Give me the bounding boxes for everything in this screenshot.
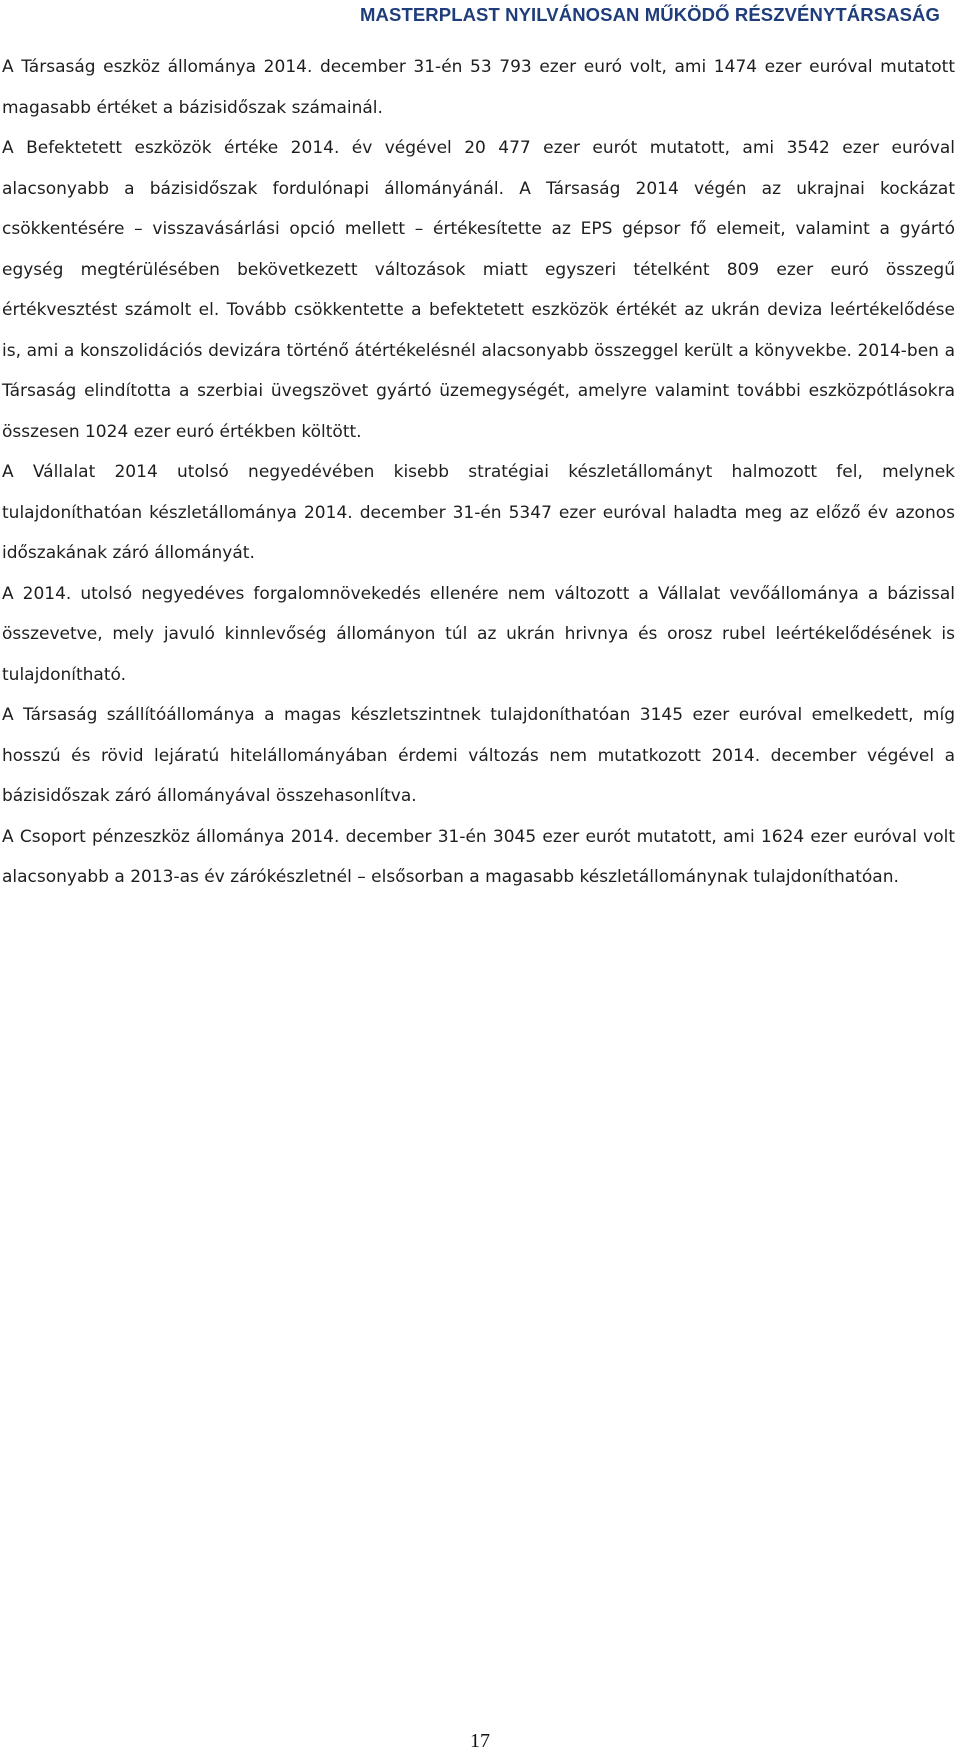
- page-header-company-name: MASTERPLAST NYILVÁNOSAN MŰKÖDŐ RÉSZVÉNYTÁRSASÁG: [360, 4, 940, 25]
- paragraph-total-assets: A Társaság eszköz állománya 2014. december 31-én 53 793 ezer euró volt, ami 1474 ezer euróval mutatott magasabb értéket a bázisidőszak számainál.: [2, 57, 955, 118]
- paragraph-receivables: A 2014. utolsó negyedéves forgalomnövekedés ellenére nem változott a Vállalat vevőállománya a bázissal összevetve, mely javuló kinnlevőség állományon túl az ukrán hrivnya és orosz rubel leértékelődésének is tulajdonítható.: [2, 583, 955, 685]
- paragraph-cash: A Csoport pénzeszköz állománya 2014. december 31-én 3045 ezer eurót mutatott, ami 1624 ezer euróval volt alacsonyabb a 2013-as év zárókészletnél – elsősorban a magasabb készletállománynak tulajdoníthatóan.: [2, 826, 955, 887]
- paragraph-inventory: A Vállalat 2014 utolsó negyedévében kisebb stratégiai készletállományt halmozott fel, melynek tulajdoníthatóan készletállománya 2014. december 31-én 5347 ezer euróval haladta meg az előző év azonos időszakának záró állományát.: [2, 462, 955, 563]
- paragraph-fixed-assets: A Befektetett eszközök értéke 2014. év végével 20 477 ezer eurót mutatott, ami 3542 ezer euróval alacsonyabb a bázisidőszak fordulónapi állományánál. A Társaság 2014 végén az ukrajnai kockázat csökkentésére – visszavásárlási opció mellett – értékesítette az EPS gépsor fő elemeit, valamint a gyártó egység megtérülésében bekövetkezett változások miatt egyszeri tételként 809 ezer euró összegű értékvesztést számolt el. Tovább csökkentette a befektetett eszközök értékét az ukrán deviza leértékelődése is, ami a konszolidációs devizára történő átértékelésnél alacsonyabb összeggel került a könyvekbe. 2014-ben a Társaság elindította a szerbiai üvegszövet gyártó üzemegységét, amelyre valamint további eszközpótlásokra összesen 1024 ezer euró értékben költött.: [2, 138, 955, 442]
- paragraph-payables: A Társaság szállítóállománya a magas készletszintnek tulajdoníthatóan 3145 ezer euróval emelkedett, míg hosszú és rövid lejáratú hitelállományában érdemi változás nem mutatkozott 2014. december végével a bázisidőszak záró állományával összehasonlítva.: [2, 705, 955, 806]
- page-number: 17: [470, 1730, 490, 1752]
- body-text: [2, 47, 955, 898]
